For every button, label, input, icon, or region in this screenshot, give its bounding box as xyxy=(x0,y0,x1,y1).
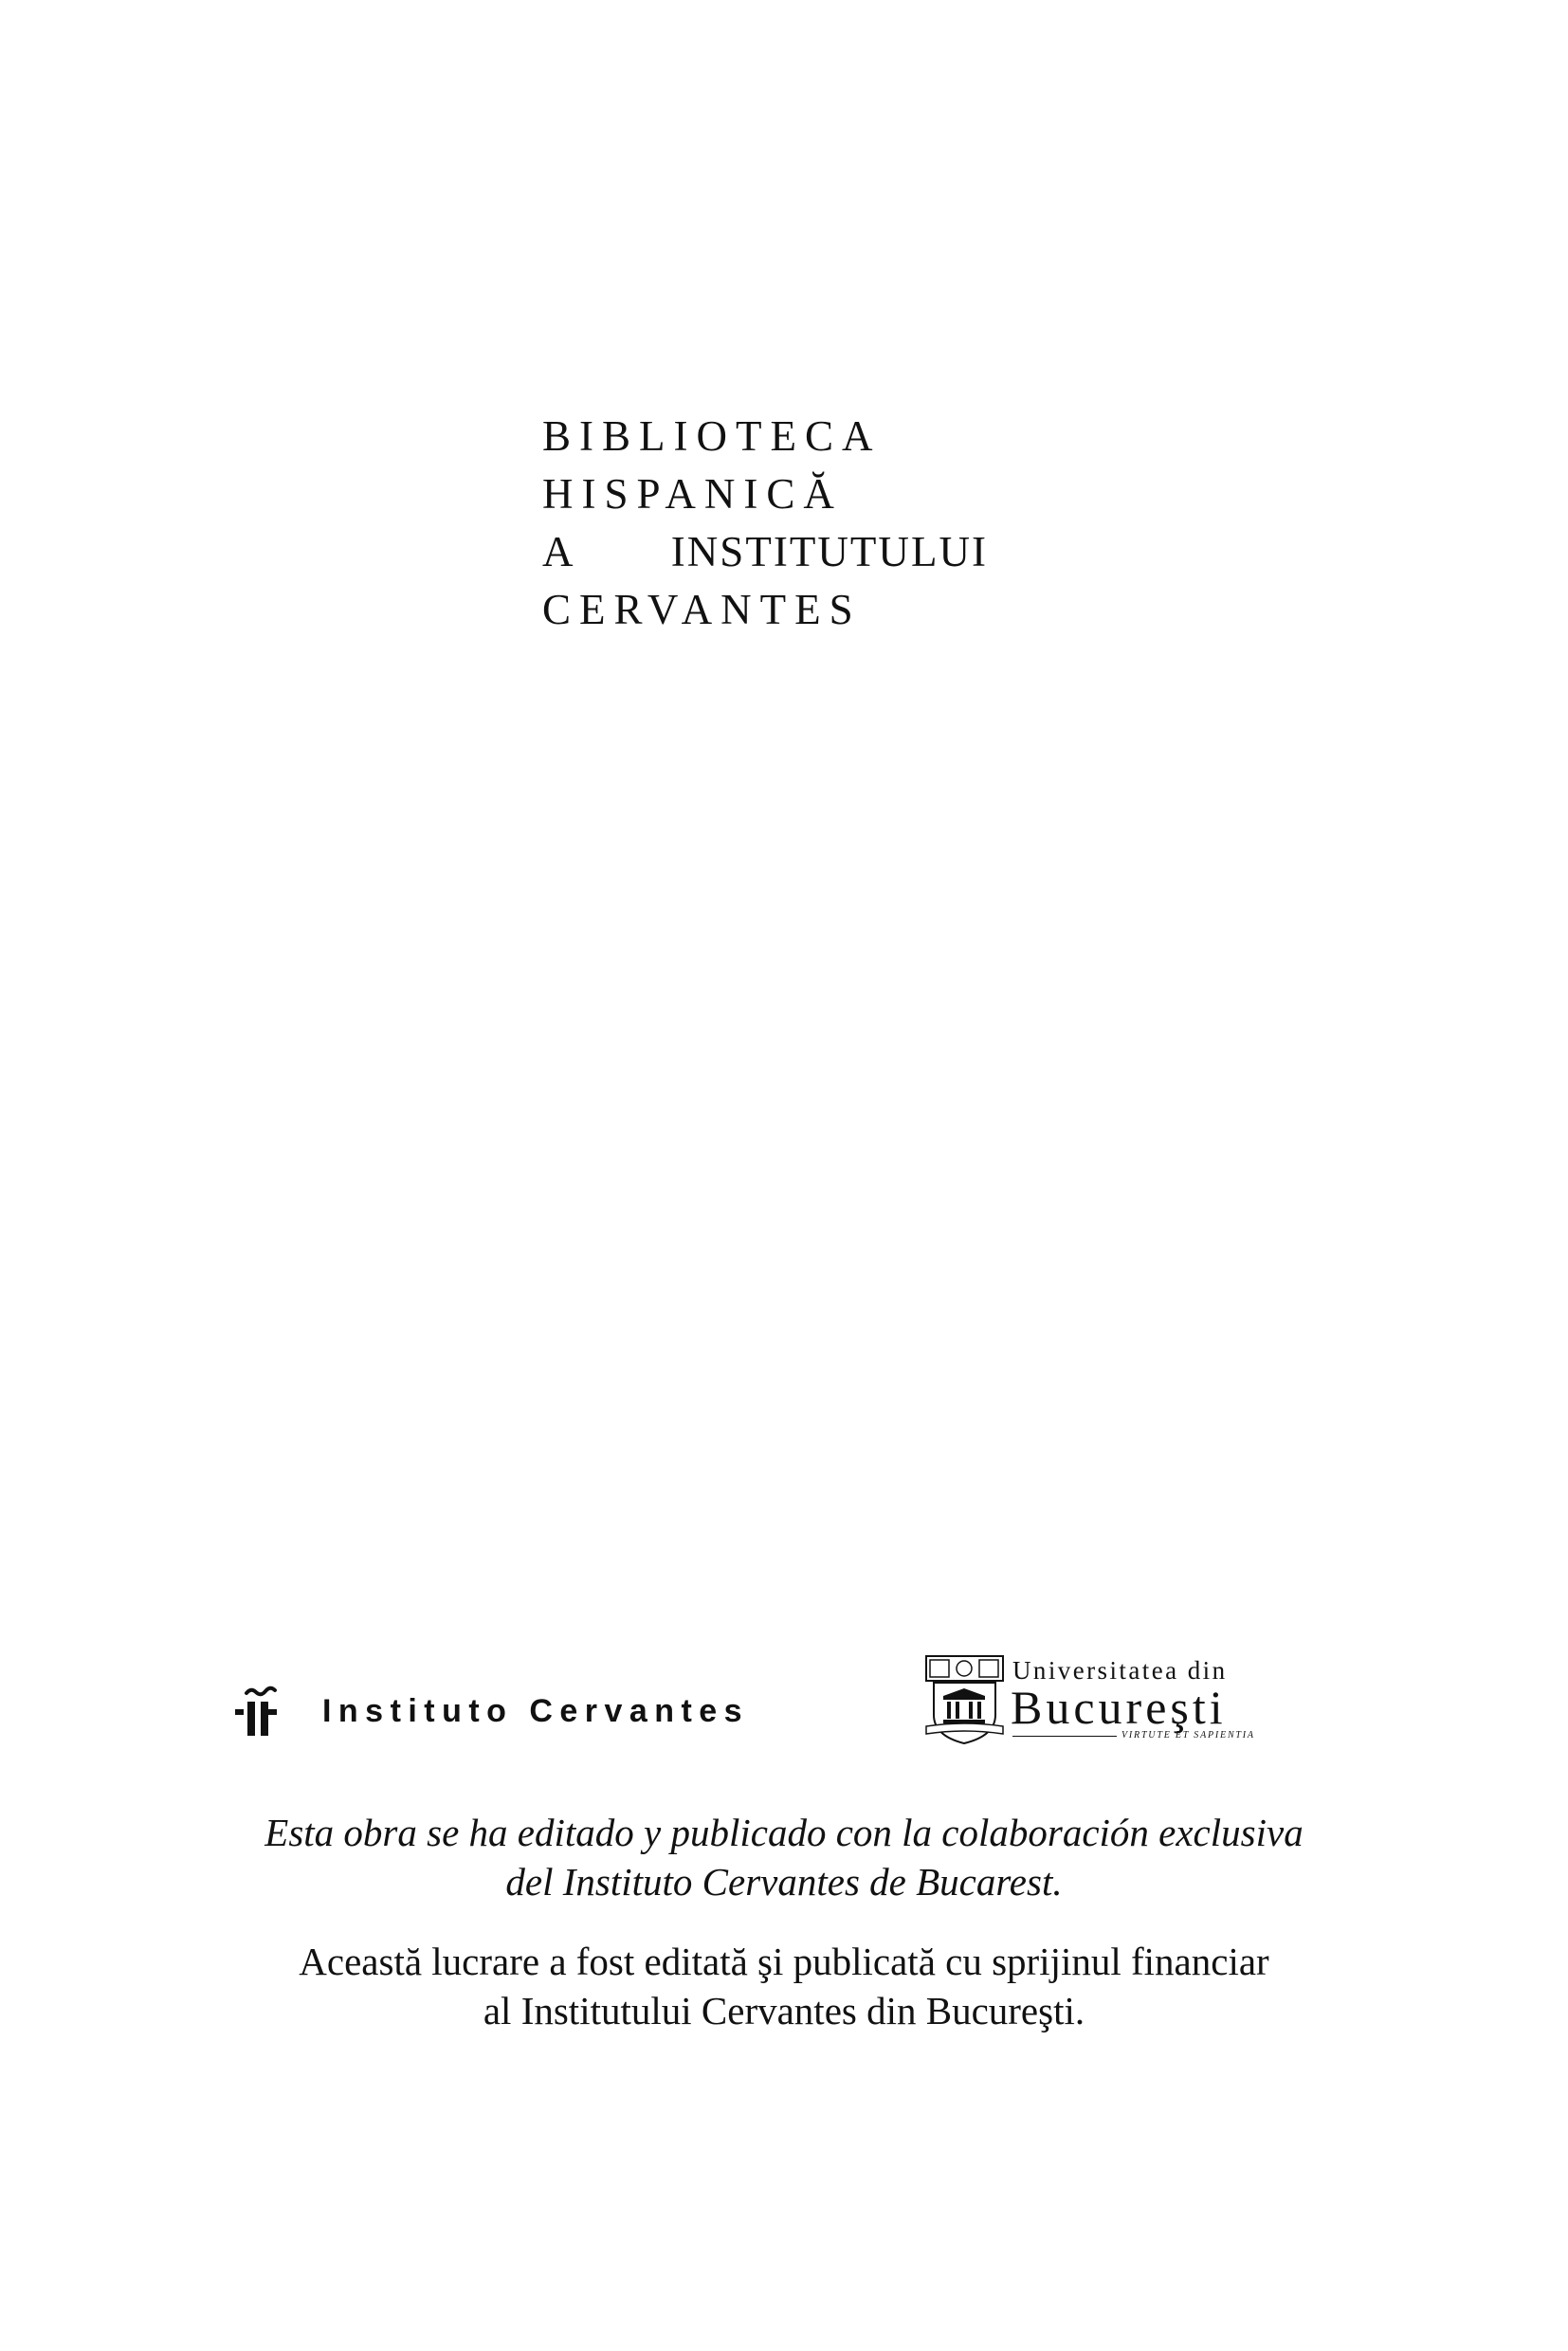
university-city: Bucureşti xyxy=(1011,1681,1227,1734)
universitatea-bucuresti-logo xyxy=(924,1654,1304,1749)
credit-note-spanish-line-2: del Instituto Cervantes de Bucarest. xyxy=(505,1860,1063,1904)
series-title-line-4: CERVANTES xyxy=(542,586,862,633)
university-crest-icon xyxy=(924,1654,1005,1745)
credit-note-romanian-line-2: al Institutului Cervantes din Bucureşti. xyxy=(483,1989,1085,2032)
instituto-cervantes-logo xyxy=(235,1683,749,1740)
series-title-line-1: BIBLIOTECA xyxy=(542,412,882,460)
credit-note-spanish xyxy=(190,1808,1378,1906)
university-rule xyxy=(1012,1736,1117,1737)
series-title-line-2: HISPANICĂ xyxy=(542,470,843,518)
credit-note-spanish-line-1: Esta obra se ha editado y publicado con la colaboración exclusiva xyxy=(264,1811,1304,1854)
credit-note-romanian xyxy=(190,1937,1378,2035)
instituto-cervantes-mark-icon xyxy=(235,1685,292,1738)
instituto-cervantes-name: Instituto Cervantes xyxy=(322,1692,750,1729)
university-motto: VIRTUTE ET SAPIENTIA xyxy=(1121,1730,1255,1740)
series-title xyxy=(542,408,988,639)
series-title-line-3: A INSTITUTULUI xyxy=(542,528,988,575)
credit-note-romanian-line-1: Această lucrare a fost editată şi publicată cu sprijinul financiar xyxy=(299,1940,1269,1983)
university-name-line: Universitatea din xyxy=(1012,1656,1228,1685)
